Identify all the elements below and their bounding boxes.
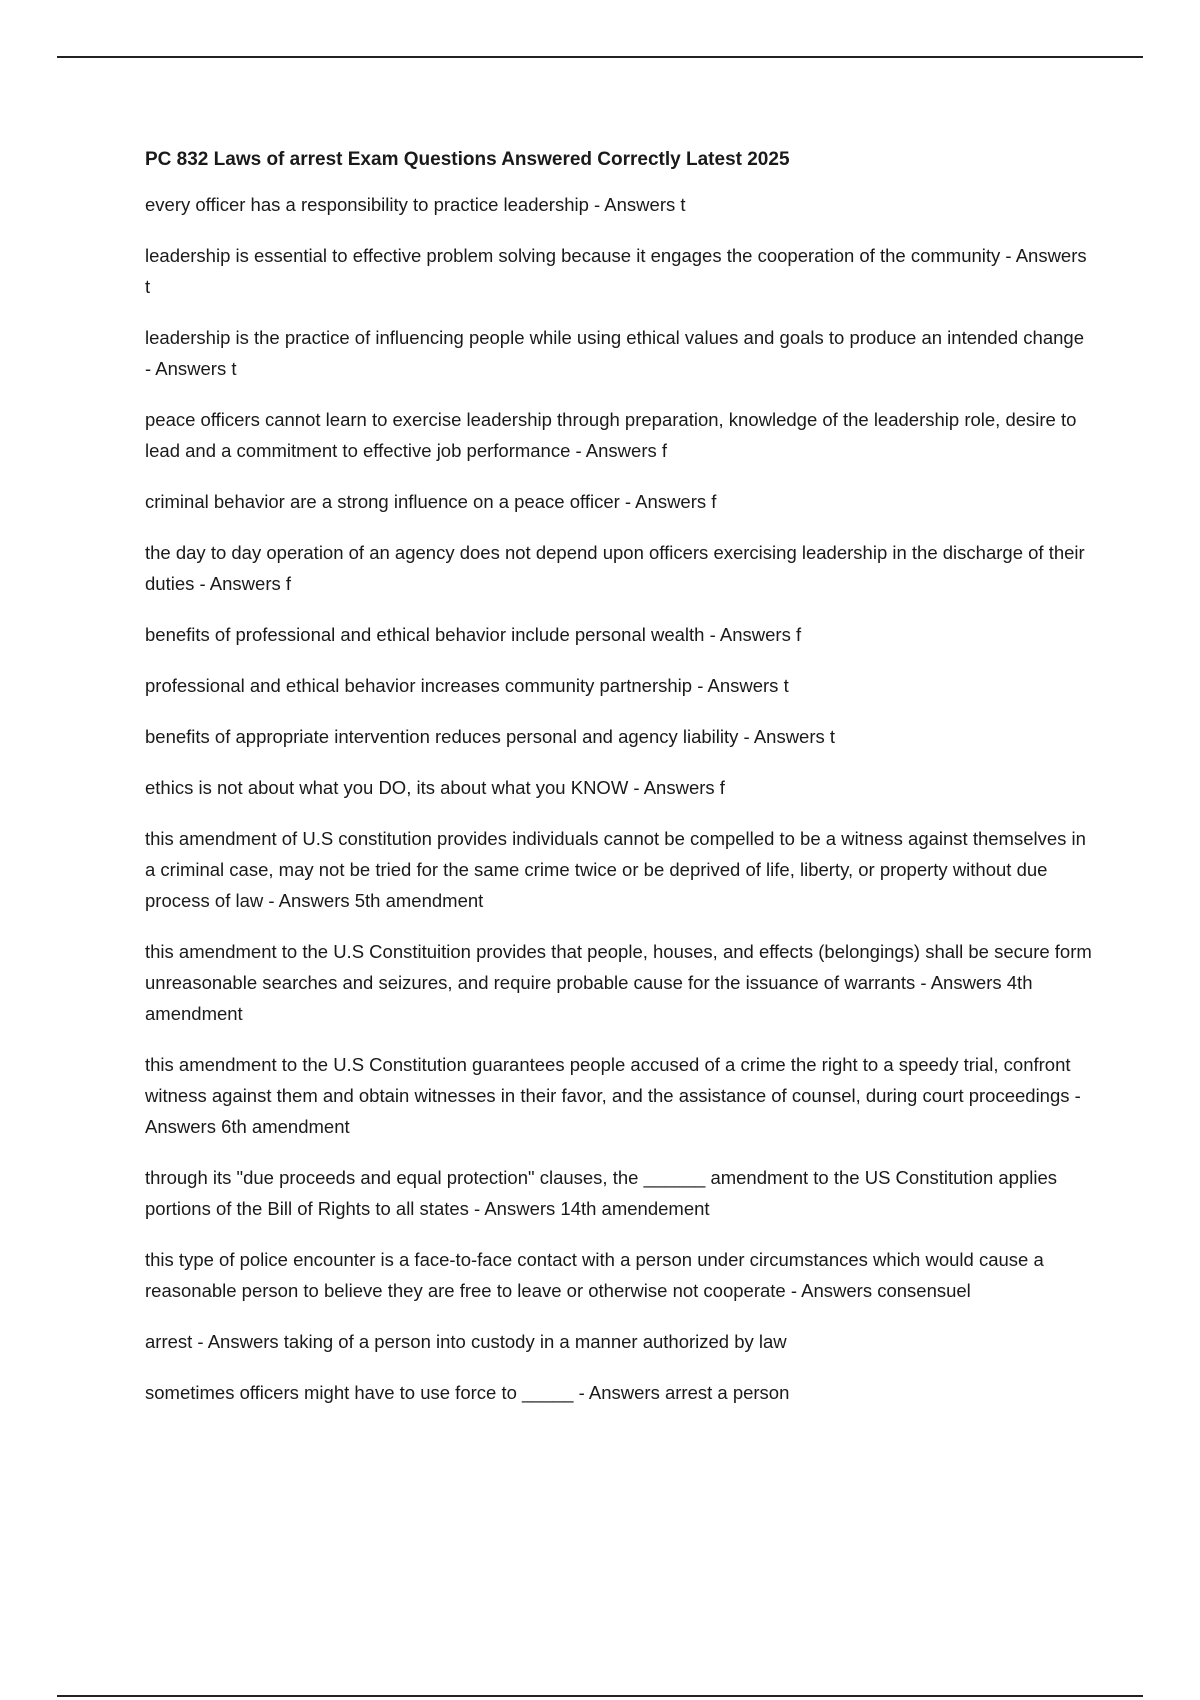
qa-item: the day to day operation of an agency does not depend upon officers exercising leadership in the discharge of their duties - Answers f [145,542,1085,594]
qa-item: this type of police encounter is a face-to-face contact with a person under circumstances which would cause a reasonable person to believe they are free to leave or otherwise not cooperate - Answers consensuel [145,1249,1044,1301]
document-title: PC 832 Laws of arrest Exam Questions Answered Correctly Latest 2025 [145,149,790,170]
document-body [145,145,1095,1428]
qa-item: benefits of professional and ethical behavior include personal wealth - Answers f [145,624,802,645]
qa-item: criminal behavior are a strong influence on a peace officer - Answers f [145,491,717,512]
qa-item: through its "due proceeds and equal protection" clauses, the ______ amendment to the US Constitution applies portions of the Bill of Rights to all states - Answers 14th amendement [145,1167,1058,1219]
qa-item: benefits of appropriate intervention reduces personal and agency liability - Answers t [145,726,836,747]
qa-item: leadership is essential to effective problem solving because it engages the cooperation of the community - Answers t [145,245,1087,297]
footer-rule [57,1695,1143,1697]
qa-item: leadership is the practice of influencing people while using ethical values and goals to produce an intended change - Answers t [145,327,1085,379]
qa-item: peace officers cannot learn to exercise leadership through preparation, knowledge of the leadership role, desire to lead and a commitment to effective job performance - Answers f [145,409,1077,461]
qa-item: this amendment to the U.S Constituition provides that people, houses, and effects (belongings) shall be secure form unreasonable searches and seizures, and require probable cause for the issuance of warrants - Answers 4th amendment [145,941,1092,1024]
qa-item: sometimes officers might have to use force to _____ - Answers arrest a person [145,1382,790,1403]
qa-item: every officer has a responsibility to practice leadership - Answers t [145,194,686,215]
question-answer-list [145,189,1095,1408]
qa-item: ethics is not about what you DO, its about what you KNOW - Answers f [145,777,725,798]
qa-item: this amendment of U.S constitution provides individuals cannot be compelled to be a witness against themselves in a criminal case, may not be tried for the same crime twice or be deprived of life, liberty, or property without due process of law - Answers 5th amendment [145,828,1086,911]
qa-item: professional and ethical behavior increases community partnership - Answers t [145,675,789,696]
header-rule [57,56,1143,58]
qa-item: this amendment to the U.S Constitution guarantees people accused of a crime the right to a speedy trial, confront witness against them and obtain witnesses in their favor, and the assistance of counsel, during court proceedings - Answers 6th amendment [145,1054,1081,1137]
qa-item: arrest - Answers taking of a person into custody in a manner authorized by law [145,1331,787,1352]
